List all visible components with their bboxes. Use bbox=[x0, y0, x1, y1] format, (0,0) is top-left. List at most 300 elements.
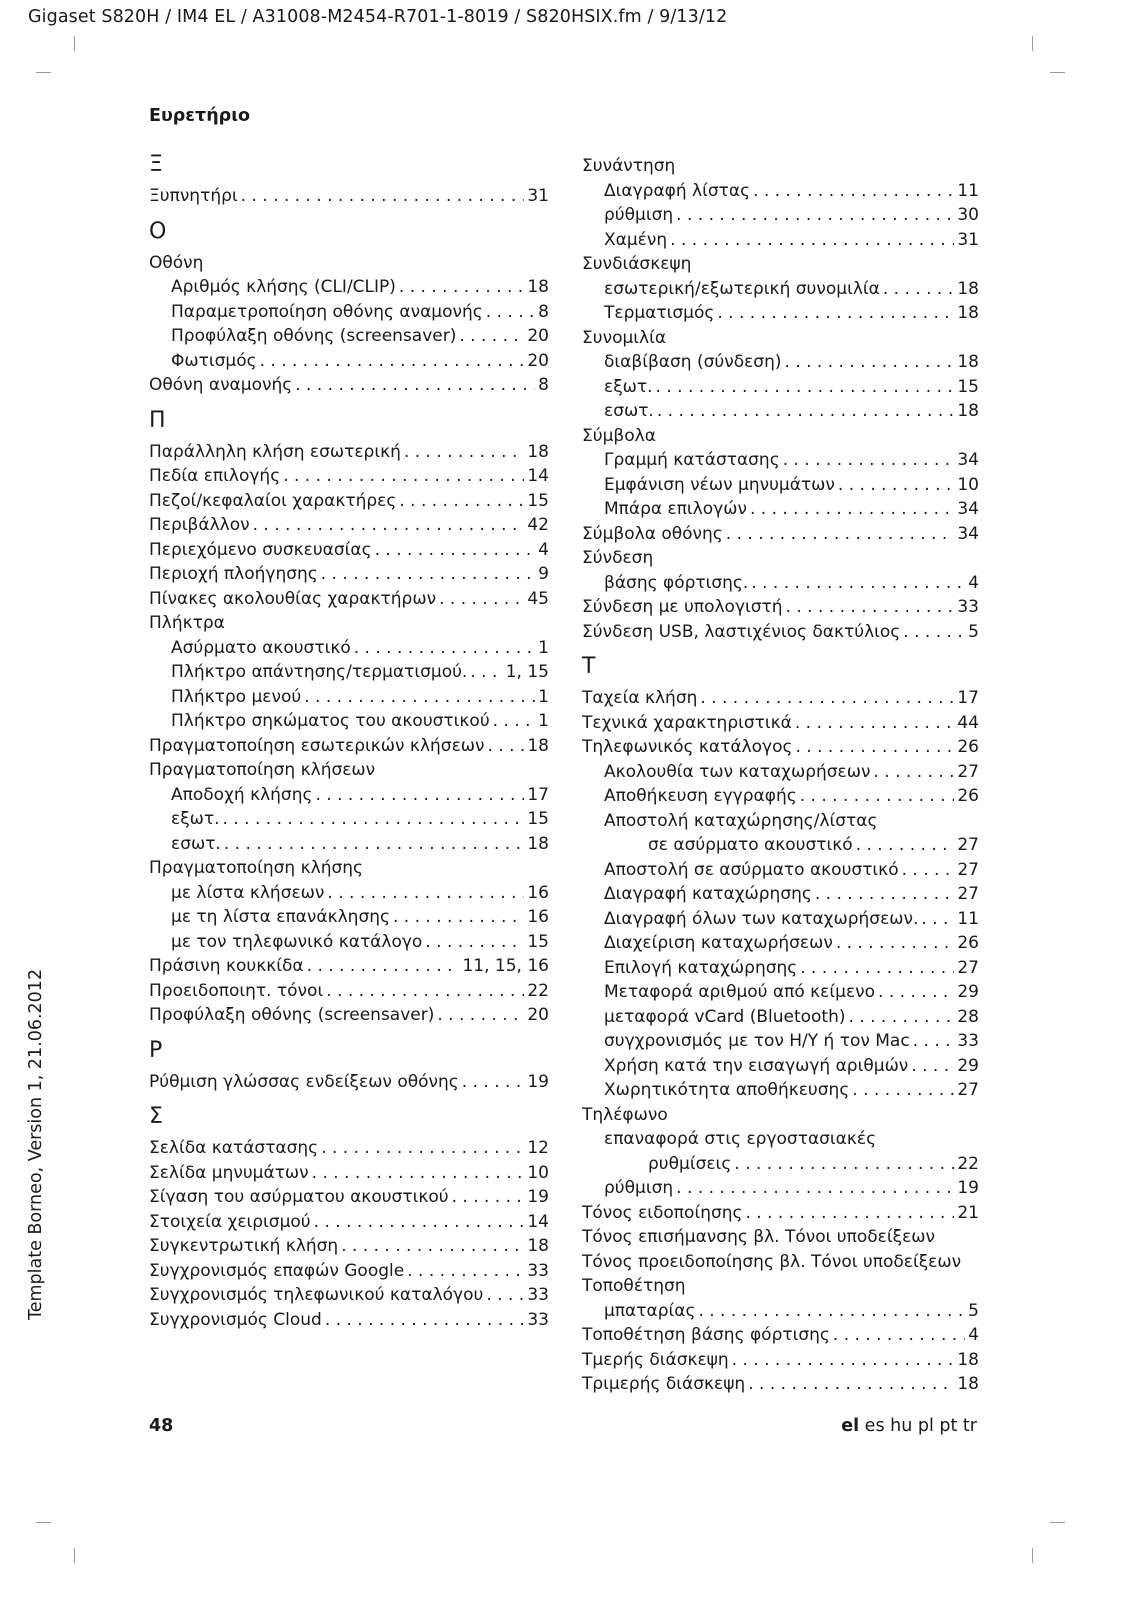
index-group-label: Τοποθέτηση bbox=[582, 1276, 686, 1296]
index-entry bbox=[171, 637, 549, 659]
index-entry-page: 5 bbox=[968, 1300, 979, 1321]
index-entry-term: Σίγαση του ασύρματου ακουστικού bbox=[149, 1187, 449, 1207]
index-entry-page: 19 bbox=[957, 1178, 979, 1198]
index-entry bbox=[604, 1177, 979, 1199]
index-entry-page: 33 bbox=[527, 1309, 549, 1330]
dot-leader bbox=[260, 350, 525, 372]
crop-mark bbox=[36, 72, 51, 73]
template-version-text: Template Borneo, Version 1, 21.06.2012 bbox=[26, 968, 46, 1320]
index-entry-term: Χρήση κατά την εισαγωγή αριθμών bbox=[604, 1055, 909, 1076]
index-entry-term: Ακολουθία των καταχωρήσεων bbox=[604, 761, 871, 782]
index-entry-page: 1 bbox=[538, 637, 549, 658]
dot-leader bbox=[486, 301, 535, 323]
crop-mark bbox=[36, 1522, 51, 1523]
section-title: Ευρετήριο bbox=[149, 106, 251, 126]
index-entry-term: Σύμβολα οθόνης bbox=[582, 523, 723, 544]
index-entry bbox=[604, 908, 979, 930]
index-entry-term: Πεζοί/κεφαλαίοι χαρακτήρες bbox=[149, 490, 397, 511]
index-entry-page: 4 bbox=[968, 572, 979, 593]
index-entry bbox=[149, 588, 549, 610]
index-group-label: Συνάντηση bbox=[582, 156, 676, 176]
index-entry-term: Αποθήκευση εγγραφής bbox=[604, 786, 797, 806]
index-entry-term: Παραμετροποίηση οθόνης αναμονής bbox=[171, 301, 483, 322]
dot-leader bbox=[304, 686, 535, 708]
dot-leader bbox=[399, 276, 524, 298]
index-entry-page: 18 bbox=[957, 278, 979, 299]
dot-leader bbox=[253, 514, 525, 536]
dot-leader bbox=[734, 1153, 954, 1175]
index-entry-page: 29 bbox=[957, 1055, 979, 1076]
index-entry-page: 29 bbox=[957, 982, 979, 1002]
index-entry-page: 20 bbox=[527, 1005, 549, 1025]
dot-leader bbox=[295, 374, 535, 396]
dot-leader bbox=[836, 932, 955, 954]
dot-leader bbox=[750, 498, 954, 520]
index-entry-page: 17 bbox=[957, 688, 979, 708]
index-entry-term: Τηλεφωνικός κατάλογος bbox=[582, 737, 793, 757]
index-entry bbox=[149, 1260, 549, 1282]
index-entry bbox=[171, 661, 549, 683]
dot-leader bbox=[487, 735, 524, 757]
index-entry bbox=[149, 1284, 549, 1306]
index-entry-page: 18 bbox=[527, 441, 549, 462]
dot-leader bbox=[283, 465, 524, 487]
index-entry-page: 27 bbox=[957, 859, 979, 880]
index-entry-term: με τη λίστα επανάκλησης bbox=[171, 907, 390, 927]
index-entry-page: 11, 15, 16 bbox=[462, 956, 549, 976]
index-entry bbox=[604, 400, 979, 422]
index-entry-page: 22 bbox=[527, 980, 549, 1001]
index-entry-page: 33 bbox=[527, 1260, 549, 1281]
index-entry bbox=[582, 712, 979, 734]
index-letter-heading: Ξ bbox=[149, 152, 163, 177]
dot-leader bbox=[800, 957, 954, 979]
index-entry-term: μεταφορά vCard (Bluetooth) bbox=[604, 1006, 846, 1027]
index-entry-term: Χωρητικότητα αποθήκευσης bbox=[604, 1080, 850, 1100]
dot-leader bbox=[393, 906, 524, 928]
dot-leader bbox=[852, 1079, 954, 1101]
index-entry-page: 27 bbox=[957, 884, 979, 904]
index-entry-page: 12 bbox=[527, 1138, 549, 1158]
index-entry-page: 10 bbox=[527, 1162, 549, 1183]
index-group-label: Τόνος επισήμανσης βλ. Τόνοι υποδείξεων bbox=[582, 1227, 936, 1247]
dot-leader bbox=[223, 808, 525, 830]
index-entry bbox=[604, 932, 979, 954]
index-entry bbox=[604, 785, 979, 807]
dot-leader bbox=[670, 229, 954, 251]
index-entry-term: σε ασύρματο ακουστικό bbox=[648, 835, 853, 855]
index-entry-page: 8 bbox=[538, 375, 549, 395]
dot-leader bbox=[676, 204, 954, 226]
dot-leader bbox=[327, 882, 524, 904]
index-letter-heading: Ο bbox=[149, 218, 167, 244]
index-entry-term: Τόνος ειδοποίησης bbox=[582, 1202, 743, 1223]
index-group-label: Πραγματοποίηση κλήσης bbox=[149, 858, 363, 878]
index-entry-term: Περιεχόμενο συσκευασίας bbox=[149, 539, 372, 560]
index-entry-page: 4 bbox=[538, 539, 549, 560]
index-entry-term: εξωτ. bbox=[171, 809, 220, 829]
index-letter-heading: Σ bbox=[149, 1104, 163, 1129]
dot-leader bbox=[375, 539, 536, 561]
index-entry bbox=[604, 1079, 979, 1101]
index-entry bbox=[582, 523, 979, 545]
index-entry-page: 33 bbox=[957, 1031, 979, 1051]
index-entry-page: 44 bbox=[957, 712, 979, 733]
index-entry-term: εσωτ. bbox=[604, 401, 654, 421]
index-group-label: Σύμβολα bbox=[582, 425, 656, 446]
index-entry bbox=[604, 761, 979, 783]
index-entry-term: Τμερής διάσκεψη bbox=[582, 1349, 729, 1370]
language-active: el bbox=[841, 1416, 860, 1436]
index-entry-term: Εμφάνιση νέων μηνυμάτων bbox=[604, 474, 835, 495]
dot-leader bbox=[783, 449, 955, 471]
index-entry-term: Ταχεία κλήση bbox=[582, 688, 698, 708]
file-header: Gigaset S820H / IM4 EL / A31008-M2454-R701-1-8019 / S820HSIX.fm / 9/13/12 bbox=[28, 7, 728, 27]
index-entry-page: 9 bbox=[538, 564, 549, 584]
index-entry-page: 19 bbox=[527, 1187, 549, 1207]
index-group-label: Συνομιλία bbox=[582, 327, 667, 348]
index-entry-page: 26 bbox=[957, 786, 979, 806]
dot-leader bbox=[911, 1055, 954, 1077]
index-entry-page: 20 bbox=[527, 326, 549, 346]
index-entry-term: ρύθμιση bbox=[604, 205, 674, 225]
crop-mark bbox=[1050, 72, 1065, 73]
index-entry-page: 28 bbox=[957, 1006, 979, 1027]
index-entry-page: 4 bbox=[968, 1325, 979, 1345]
index-entry-term: Συγχρονισμός επαφών Google bbox=[149, 1260, 405, 1281]
index-entry-page: 27 bbox=[957, 957, 979, 978]
index-group-label: Σύνδεση bbox=[582, 548, 654, 568]
dot-leader bbox=[399, 490, 524, 512]
index-entry bbox=[149, 1186, 549, 1208]
index-entry-term: Πράσινη κουκκίδα bbox=[149, 956, 304, 976]
index-entry-page: 19 bbox=[527, 1071, 549, 1092]
index-entry bbox=[604, 351, 979, 373]
index-entry-term: Οθόνη αναμονής bbox=[149, 375, 293, 395]
index-entry-page: 5 bbox=[968, 621, 979, 642]
dot-leader bbox=[786, 596, 955, 618]
index-entry-term: Πλήκτρο μενού bbox=[171, 686, 302, 707]
dot-leader bbox=[800, 785, 955, 807]
index-entry-term: Προφύλαξη οθόνης (screensaver) bbox=[149, 1005, 435, 1025]
index-entry bbox=[604, 302, 979, 324]
index-entry bbox=[604, 957, 979, 979]
index-entry-page: 18 bbox=[527, 277, 549, 297]
index-entry-term: Συγκεντρωτική κλήση bbox=[149, 1236, 339, 1256]
index-entry-term: Γραμμή κατάστασης bbox=[604, 450, 780, 470]
index-entry bbox=[582, 1373, 979, 1395]
index-entry-page: 31 bbox=[957, 229, 979, 250]
index-entry-term: Στοιχεία χειρισμού bbox=[149, 1211, 311, 1232]
index-letter-heading: Τ bbox=[582, 654, 596, 679]
index-group-label: Αποστολή καταχώρησης/λίστας bbox=[604, 810, 878, 831]
dot-leader bbox=[913, 1030, 955, 1052]
language-list bbox=[841, 1416, 977, 1436]
dot-leader bbox=[833, 1324, 965, 1346]
dot-leader bbox=[326, 980, 524, 1002]
dot-leader bbox=[815, 883, 955, 905]
index-entry bbox=[171, 784, 549, 806]
index-entry bbox=[648, 1153, 979, 1175]
dot-leader bbox=[425, 931, 524, 953]
index-entry bbox=[604, 229, 979, 251]
dot-leader bbox=[354, 637, 535, 659]
index-entry-page: 27 bbox=[957, 1080, 979, 1100]
index-entry-term: Επιλογή καταχώρησης bbox=[604, 957, 798, 978]
index-entry bbox=[171, 808, 549, 830]
index-entry bbox=[582, 1324, 979, 1346]
index-group-label: Οθόνη bbox=[149, 252, 204, 273]
index-entry bbox=[604, 1055, 979, 1077]
index-entry bbox=[171, 931, 549, 953]
index-entry-page: 15 bbox=[957, 376, 979, 397]
index-entry-page: 21 bbox=[957, 1202, 979, 1223]
index-entry-page: 17 bbox=[527, 784, 549, 805]
dot-leader bbox=[321, 1137, 524, 1159]
index-entry bbox=[149, 374, 549, 396]
index-entry-term: συγχρονισμός με τον Η/Υ ή τον Mac bbox=[604, 1031, 910, 1051]
page-number: 48 bbox=[149, 1416, 174, 1436]
index-entry-term: με τον τηλεφωνικό κατάλογο bbox=[171, 931, 423, 952]
index-entry bbox=[149, 441, 549, 463]
dot-leader bbox=[321, 563, 535, 585]
index-entry-term: Περιβάλλον bbox=[149, 515, 250, 535]
dot-leader bbox=[341, 1235, 524, 1257]
dot-leader bbox=[657, 400, 955, 422]
index-entry-term: Μπάρα επιλογών bbox=[604, 499, 747, 519]
language-others: es hu pl pt tr bbox=[864, 1416, 977, 1436]
dot-leader bbox=[312, 1162, 525, 1184]
index-entry-term: Χαμένη bbox=[604, 229, 668, 250]
index-entry-page: 27 bbox=[957, 761, 979, 782]
index-entry-term: Μεταφορά αριθμού από κείμενο bbox=[604, 982, 876, 1002]
index-entry-term: Πεδία επιλογής bbox=[149, 466, 281, 486]
dot-leader bbox=[224, 833, 525, 855]
index-group-label: επαναφορά στις εργοστασιακές bbox=[604, 1129, 877, 1149]
crop-mark bbox=[1050, 1522, 1065, 1523]
index-entry-term: Διαγραφή καταχώρησης bbox=[604, 884, 812, 904]
index-entry-term: Προειδοποιητ. τόνοι bbox=[149, 980, 324, 1001]
index-entry bbox=[582, 736, 979, 758]
index-entry bbox=[149, 490, 549, 512]
index-entry-term: Πλήκτρο απάντησης/τερματισμού. bbox=[171, 662, 468, 682]
index-entry bbox=[582, 1202, 979, 1224]
index-entry-term: διαβίβαση (σύνδεση) bbox=[604, 352, 782, 372]
index-group-label: Πραγματοποίηση κλήσεων bbox=[149, 760, 376, 780]
index-entry bbox=[149, 1211, 549, 1233]
index-entry-term: Ασύρματο ακουστικό bbox=[171, 637, 351, 658]
dot-leader bbox=[462, 1071, 525, 1093]
dot-leader bbox=[902, 859, 955, 881]
dot-leader bbox=[698, 1300, 965, 1322]
index-entry bbox=[604, 572, 979, 594]
index-entry-term: ρυθμίσεις bbox=[648, 1153, 732, 1174]
index-entry bbox=[604, 498, 979, 520]
index-entry-page: 27 bbox=[957, 835, 979, 855]
index-entry-term: Συγχρονισμός τηλεφωνικού καταλόγου bbox=[149, 1285, 484, 1305]
index-entry-term: Συγχρονισμός Cloud bbox=[149, 1309, 322, 1330]
index-entry-term: Πλήκτρο σηκώματος του ακουστικού bbox=[171, 711, 490, 731]
dot-leader bbox=[795, 712, 955, 734]
index-entry-term: Παράλληλη κλήση εσωτερική bbox=[149, 441, 401, 462]
dot-leader bbox=[700, 687, 954, 709]
dot-leader bbox=[748, 1373, 954, 1395]
index-entry-term: Σελίδα κατάστασης bbox=[149, 1138, 319, 1158]
index-entry-page: 1 bbox=[538, 711, 549, 731]
index-entry-term: Αποστολή σε ασύρματο ακουστικό bbox=[604, 859, 899, 880]
index-entry bbox=[604, 449, 979, 471]
index-entry-term: εξωτ. bbox=[604, 376, 653, 397]
index-entry-page: 22 bbox=[957, 1153, 979, 1174]
index-entry-page: 31 bbox=[527, 186, 549, 206]
dot-leader bbox=[437, 1004, 524, 1026]
index-entry-term: Διαγραφή λίστας bbox=[604, 180, 751, 201]
dot-leader bbox=[753, 180, 954, 202]
index-entry bbox=[604, 376, 979, 398]
index-entry-term: Σύνδεση USB, λαστιχένιος δακτύλιος bbox=[582, 621, 901, 642]
index-entry bbox=[171, 906, 549, 928]
crop-mark bbox=[74, 1548, 75, 1563]
dot-leader bbox=[307, 955, 460, 977]
crop-mark bbox=[74, 36, 75, 51]
index-entry bbox=[171, 350, 549, 372]
index-group-label: Τόνος προειδοποίησης βλ. Τόνοι υποδείξεων bbox=[582, 1251, 962, 1272]
dot-leader bbox=[873, 761, 954, 783]
index-entry-term: εσωτ. bbox=[171, 833, 221, 854]
index-letter-heading: Ρ bbox=[149, 1037, 163, 1063]
index-entry-term: Τερματισμός bbox=[604, 303, 715, 323]
index-entry bbox=[149, 514, 549, 536]
index-entry-page: 18 bbox=[527, 1236, 549, 1256]
dot-leader bbox=[878, 981, 954, 1003]
index-entry bbox=[149, 1162, 549, 1184]
index-entry-term: Διαγραφή όλων των καταχωρήσεων. bbox=[604, 908, 919, 929]
index-entry-term: Αριθμός κλήσης (CLI/CLIP) bbox=[171, 277, 396, 297]
index-entry-page: 45 bbox=[527, 588, 549, 609]
index-entry-term: Προφύλαξη οθόνης (screensaver) bbox=[171, 326, 457, 346]
dot-leader bbox=[404, 441, 524, 463]
dot-leader bbox=[746, 1202, 955, 1224]
index-entry-page: 14 bbox=[527, 466, 549, 486]
index-entry-page: 42 bbox=[527, 515, 549, 535]
dot-leader bbox=[726, 523, 955, 545]
dot-leader bbox=[921, 908, 954, 930]
dot-leader bbox=[676, 1177, 954, 1199]
index-entry bbox=[149, 1004, 549, 1026]
index-entry bbox=[149, 980, 549, 1002]
index-entry-page: 18 bbox=[957, 1349, 979, 1370]
index-entry bbox=[149, 1137, 549, 1159]
dot-leader bbox=[656, 376, 955, 398]
crop-mark bbox=[1032, 36, 1033, 51]
index-entry bbox=[582, 1349, 979, 1371]
index-entry-page: 18 bbox=[527, 833, 549, 854]
index-entry bbox=[582, 621, 979, 643]
index-entry-page: 20 bbox=[527, 350, 549, 371]
index-entry bbox=[149, 539, 549, 561]
index-entry-page: 11 bbox=[957, 908, 979, 929]
index-entry-page: 33 bbox=[527, 1285, 549, 1305]
index-entry-term: μπαταρίας bbox=[604, 1300, 696, 1321]
dot-leader bbox=[838, 474, 954, 496]
index-group-label: Συνδιάσκεψη bbox=[582, 254, 692, 274]
dot-leader bbox=[856, 834, 955, 856]
dot-leader bbox=[493, 710, 536, 732]
index-entry bbox=[604, 859, 979, 881]
dot-leader bbox=[717, 302, 954, 324]
dot-leader bbox=[903, 621, 965, 643]
index-entry bbox=[149, 1309, 549, 1331]
index-entry bbox=[648, 834, 979, 856]
index-entry-page: 16 bbox=[527, 907, 549, 927]
dot-leader bbox=[459, 325, 524, 347]
index-entry-term: βάσης φόρτισης. bbox=[604, 572, 749, 593]
index-entry bbox=[604, 278, 979, 300]
index-entry-term: Φωτισμός bbox=[171, 350, 257, 371]
index-entry-page: 26 bbox=[957, 933, 979, 953]
index-entry-page: 26 bbox=[957, 737, 979, 757]
dot-leader bbox=[486, 1284, 524, 1306]
index-entry bbox=[149, 1235, 549, 1257]
dot-leader bbox=[407, 1260, 524, 1282]
index-entry bbox=[604, 883, 979, 905]
index-entry bbox=[582, 596, 979, 618]
index-entry-term: Πραγματοποίηση εσωτερικών κλήσεων bbox=[149, 735, 485, 756]
crop-mark bbox=[1032, 1548, 1033, 1563]
index-group-label: Τηλέφωνο bbox=[582, 1104, 668, 1125]
index-entry bbox=[171, 301, 549, 323]
index-entry-page: 11 bbox=[957, 180, 979, 201]
index-entry bbox=[604, 204, 979, 226]
index-entry-page: 18 bbox=[957, 352, 979, 372]
index-entry-page: 8 bbox=[538, 301, 549, 322]
dot-leader bbox=[325, 1309, 525, 1331]
index-entry-term: Ρύθμιση γλώσσας ενδείξεων οθόνης bbox=[149, 1071, 459, 1092]
index-entry-page: 15 bbox=[527, 809, 549, 829]
index-entry bbox=[604, 1300, 979, 1322]
dot-leader bbox=[470, 661, 502, 683]
index-entry bbox=[171, 325, 549, 347]
index-entry-term: Διαχείριση καταχωρήσεων bbox=[604, 933, 833, 953]
index-entry bbox=[149, 563, 549, 585]
index-entry-page: 1 bbox=[538, 686, 549, 707]
index-entry bbox=[171, 833, 549, 855]
index-entry-term: ρύθμιση bbox=[604, 1178, 674, 1198]
index-entry bbox=[149, 955, 549, 977]
index-entry bbox=[604, 1030, 979, 1052]
index-entry-page: 34 bbox=[957, 450, 979, 470]
index-entry-page: 33 bbox=[957, 597, 979, 617]
dot-leader bbox=[439, 588, 524, 610]
dot-leader bbox=[241, 185, 525, 207]
index-entry-term: Τοποθέτηση βάσης φόρτισης bbox=[582, 1325, 830, 1345]
index-entry-term: εσωτερική/εξωτερική συνομιλία bbox=[604, 278, 880, 299]
index-entry-page: 18 bbox=[527, 735, 549, 756]
index-entry-term: Περιοχή πλοήγησης bbox=[149, 564, 318, 584]
index-entry bbox=[604, 474, 979, 496]
dot-leader bbox=[732, 1349, 955, 1371]
index-entry bbox=[604, 981, 979, 1003]
dot-leader bbox=[883, 278, 955, 300]
index-entry bbox=[149, 735, 549, 757]
index-entry bbox=[149, 465, 549, 487]
index-entry-term: Ξυπνητήρι bbox=[149, 186, 238, 206]
index-entry-page: 1, 15 bbox=[505, 662, 549, 682]
dot-leader bbox=[315, 784, 524, 806]
index-entry-term: Τριμερής διάσκεψη bbox=[582, 1374, 746, 1394]
dot-leader bbox=[849, 1006, 955, 1028]
index-entry-term: Σύνδεση με υπολογιστή bbox=[582, 597, 783, 617]
